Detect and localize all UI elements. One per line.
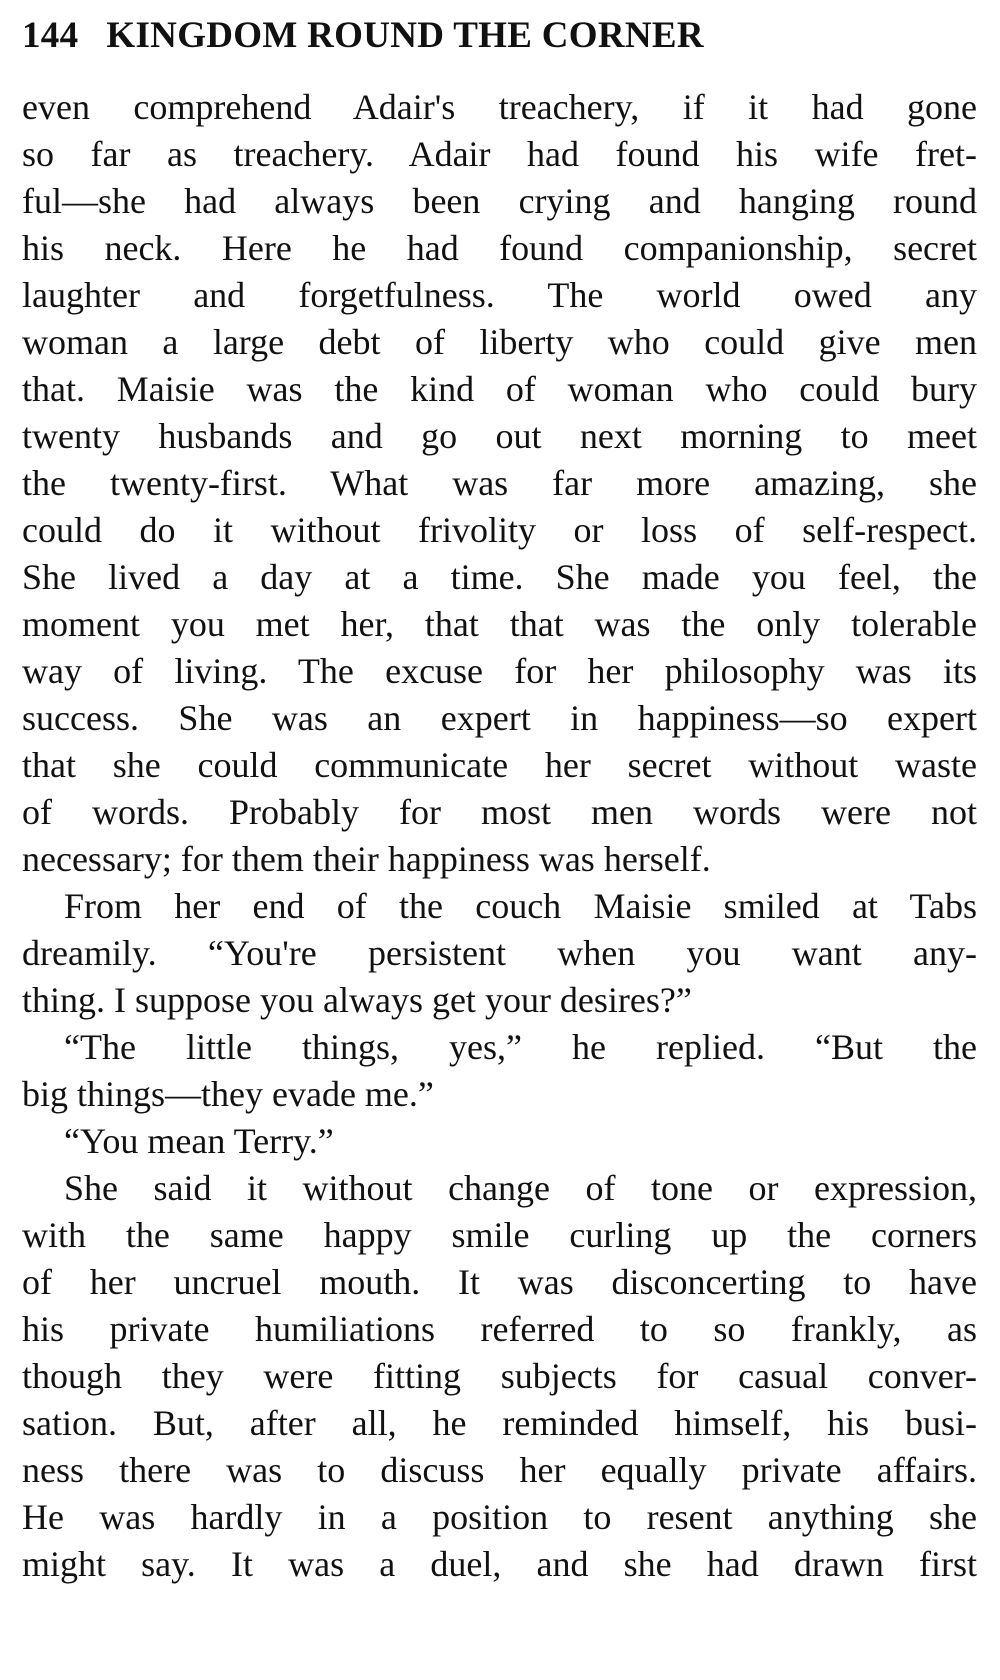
text-line: with the same happy smile curling up the corners (22, 1215, 977, 1255)
text-line: twenty husbands and go out next morning to meet (22, 416, 977, 456)
text-line: that she could communicate her secret without waste (22, 745, 977, 785)
text-line: dreamily. “You're persistent when you want any- (22, 933, 977, 973)
text-line: his neck. Here he had found companionship, secret (22, 228, 977, 268)
running-title: KINGDOM ROUND THE CORNER (106, 15, 704, 56)
text-line: success. She was an expert in happiness—so expert (22, 698, 977, 738)
text-line: that. Maisie was the kind of woman who could bury (22, 369, 977, 409)
text-line: ful—she had always been crying and hanging round (22, 181, 977, 221)
page-number: 144 (22, 15, 79, 56)
body-text (22, 84, 977, 1588)
text-line: moment you met her, that that was the only tolerable (22, 604, 977, 644)
text-line: of her uncruel mouth. It was disconcerting to have (22, 1262, 977, 1302)
text-line: though they were fitting subjects for casual conver- (22, 1356, 977, 1396)
text-line: sation. But, after all, he reminded himself, his busi- (22, 1403, 977, 1443)
text-line: She said it without change of tone or expression, (64, 1168, 977, 1208)
text-line: woman a large debt of liberty who could give men (22, 322, 977, 362)
text-line: ness there was to discuss her equally private affairs. (22, 1450, 977, 1490)
text-line: She lived a day at a time. She made you feel, the (22, 557, 977, 597)
text-line: might say. It was a duel, and she had drawn first (22, 1544, 977, 1584)
text-line: the twenty-first. What was far more amazing, she (22, 463, 977, 503)
text-line: his private humiliations referred to so frankly, as (22, 1309, 977, 1349)
text-line: thing. I suppose you always get your desires?” (22, 980, 692, 1020)
text-line: way of living. The excuse for her philosophy was its (22, 651, 977, 691)
text-line: “The little things, yes,” he replied. “But the (64, 1027, 977, 1067)
text-line: of words. Probably for most men words were not (22, 792, 977, 832)
text-line: laughter and forgetfulness. The world owed any (22, 275, 977, 315)
running-header (22, 14, 704, 74)
text-line: He was hardly in a position to resent anything she (22, 1497, 977, 1537)
text-line: necessary; for them their happiness was herself. (22, 839, 711, 879)
text-line: could do it without frivolity or loss of self-respect. (22, 510, 977, 550)
text-line: “You mean Terry.” (64, 1121, 334, 1161)
text-line: big things—they evade me.” (22, 1074, 434, 1114)
text-line: From her end of the couch Maisie smiled at Tabs (64, 886, 977, 926)
text-line: so far as treachery. Adair had found his wife fret- (22, 134, 977, 174)
text-line: even comprehend Adair's treachery, if it had gone (22, 87, 977, 127)
